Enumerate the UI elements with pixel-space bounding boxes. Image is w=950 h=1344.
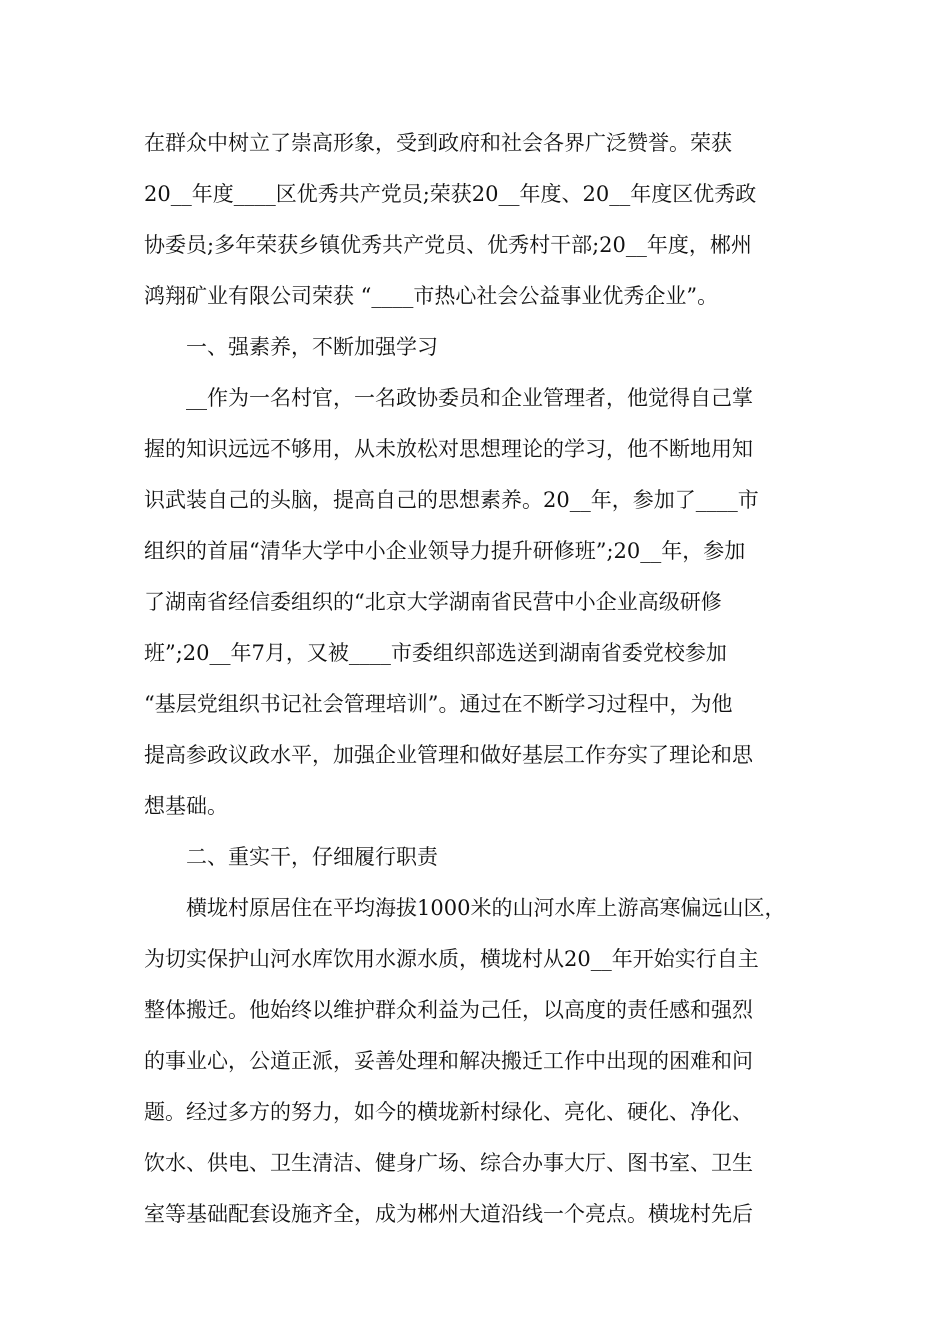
text-line: “基层党组织书记社会管理培训”。通过在不断学习过程中，为他: [144, 692, 733, 716]
text-line: 了湖南省经信委组织的“北京大学湖南省民营中小企业高级研修: [144, 590, 722, 614]
text-line: 在群众中树立了崇高形象，受到政府和社会各界广泛赞誉。荣获: [144, 131, 732, 155]
text-line: 题。经过多方的努力，如今的横垅新村绿化、亮化、硬化、净化、: [144, 1100, 753, 1124]
text-line: 握的知识远远不够用，从未放松对思想理论的学习，他不断地用知: [144, 437, 753, 461]
text-line: 识武装自己的头脑，提高自己的思想素养。20__年，参加了____市: [144, 488, 759, 512]
text-line: 提高参政议政水平，加强企业管理和做好基层工作夯实了理论和思: [144, 743, 753, 767]
text-line: 室等基础配套设施齐全，成为郴州大道沿线一个亮点。横垅村先后: [144, 1202, 753, 1226]
text-line: 20__年度____区优秀共产党员;荣获20__年度、20__年度区优秀政: [144, 182, 757, 206]
text-line: 协委员;多年荣获乡镇优秀共产党员、优秀村干部;20__年度，郴州: [144, 233, 752, 257]
paragraph-start-line: 横垅村原居住在平均海拔1000米的山河水库上游高寒偏远山区，: [186, 896, 786, 920]
text-line: 饮水、供电、卫生清洁、健身广场、综合办事大厅、图书室、卫生: [144, 1151, 753, 1175]
text-line: 班”;20__年7月，又被____市委组织部选送到湖南省委党校参加: [144, 641, 727, 665]
text-line: 鸿翔矿业有限公司荣获 “____市热心社会公益事业优秀企业”。: [144, 284, 719, 308]
text-line: 整体搬迁。他始终以维护群众利益为己任，以高度的责任感和强烈: [144, 998, 753, 1022]
paragraph-start-line: __作为一名村官，一名政协委员和企业管理者，他觉得自己掌: [186, 386, 753, 410]
text-line: 组织的首届“清华大学中小企业领导力提升研修班”;20__年，参加: [144, 539, 746, 563]
section-heading: 二、重实干，仔细履行职责: [186, 845, 438, 869]
text-line: 为切实保护山河水库饮用水源水质，横垅村从20__年开始实行自主: [144, 947, 759, 971]
section-heading: 一、强素养，不断加强学习: [186, 335, 438, 359]
text-line: 的事业心，公道正派，妥善处理和解决搬迁工作中出现的困难和问: [144, 1049, 753, 1073]
text-line: 想基础。: [144, 794, 228, 818]
